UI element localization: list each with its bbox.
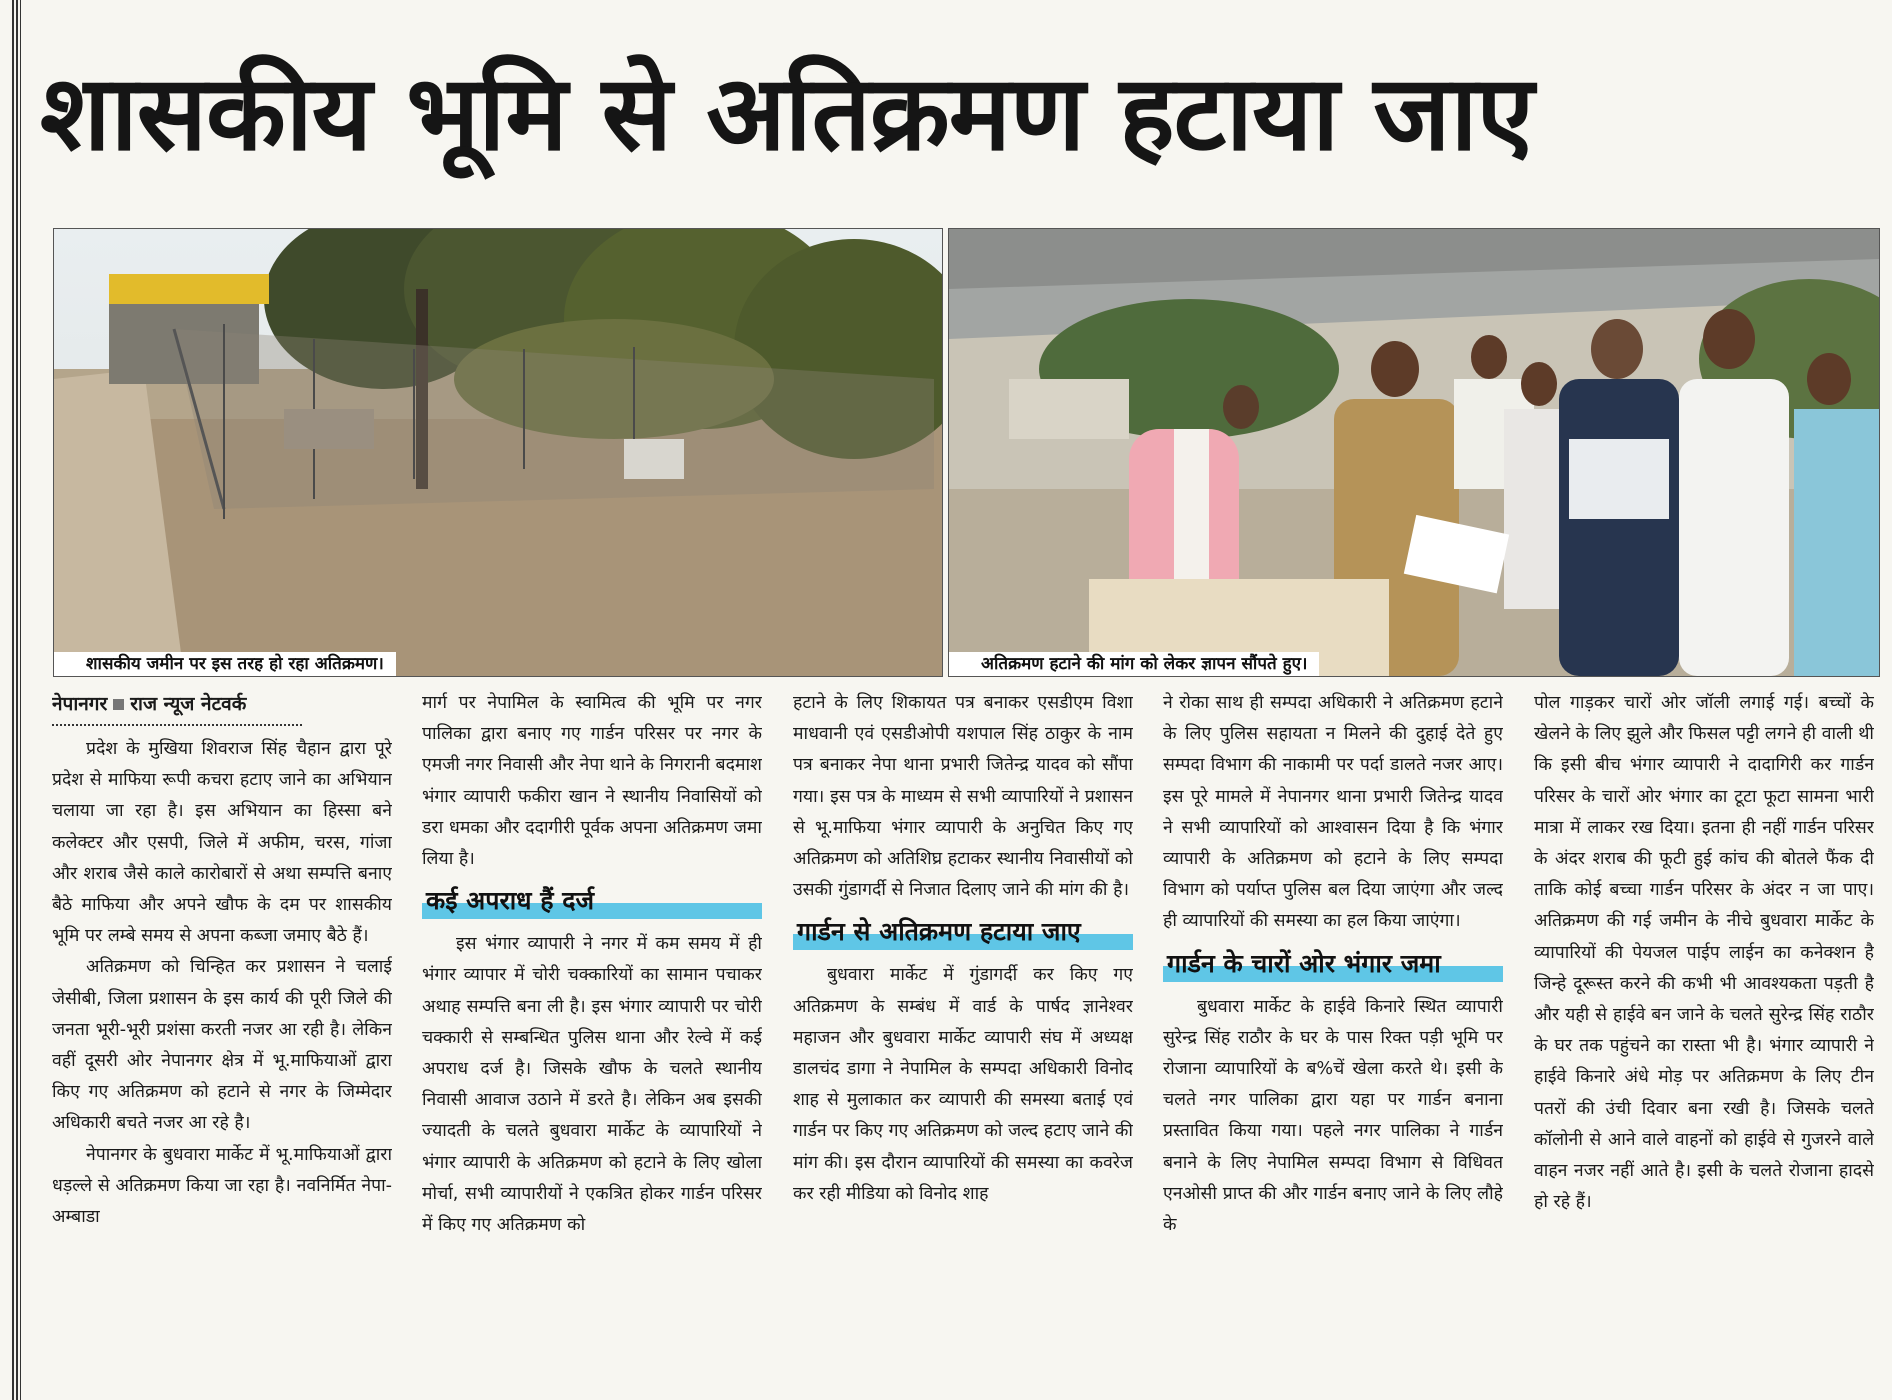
- article-column-1: [52, 688, 392, 1388]
- byline-place: नेपानगर: [52, 693, 108, 715]
- photo-caption-1: शासकीय जमीन पर इस तरह हो रहा अतिक्रमण।: [54, 652, 396, 676]
- square-bullet-icon: [113, 699, 124, 710]
- page-edge-rule: [12, 0, 21, 1400]
- paragraph: ने रोका साथ ही सम्पदा अधिकारी ने अतिक्रमण हटाने के लिए पुलिस सहायता न मिलने की दुहाई देते हुए सम्पदा विभाग की नाकामी पर पर्दा डालते नजर आए। इस पूरे मामले में नेपानगर थाना प्रभारी जितेन्द्र यादव ने सभी व्यापारियों को आश्वासन दिया है कि भंगार व्यापारी के अतिक्रमण को हटाने के लिए सम्पदा विभाग को पर्याप्त पुलिस बल दिया जाएंगा और जल्द ही व्यापारियों की समस्या का हल किया जाएंगा।: [1163, 693, 1503, 932]
- article-column-4: [1163, 688, 1503, 1388]
- article-column-5: [1534, 688, 1874, 1388]
- article-column-2: [422, 688, 762, 1388]
- photo-caption-2: अतिक्रमण हटाने की मांग को लेकर ज्ञापन सौंपते हुए।: [949, 652, 1319, 676]
- paragraph: अतिक्रमण को चिन्हित कर प्रशासन ने चलाई जेसीबी, जिला प्रशासन के इस कार्य की पूरी जिले की जनता भूरी-भूरी प्रशंसा करती नजर आ रही है। लेकिन वहीं दूसरी ओर नेपानगर क्षेत्र में भू.माफियाओं द्वारा किए गए अतिक्रमण को हटाने से नगर के जिम्मेदार अधिकारी बचते नजर आ रहे है।: [52, 957, 392, 1134]
- article-column-3: [793, 688, 1133, 1388]
- paragraph: हटाने के लिए शिकायत पत्र बनाकर एसडीएम विशा माधवानी एवं एसडीओपी यशपाल सिंह ठाकुर के नाम पत्र बनाकर नेपा थाना प्रभारी जितेन्द्र यादव को सौंपा गया। इस पत्र के माध्यम से सभी व्यापारियों ने प्रशासन से भू.माफिया भंगार व्यापारी के अनुचित किए गए अतिक्रमण को अतिशिघ्र हटाकर स्थानीय निवासीयों को उसकी गुंडागर्दी से निजात दिलाए जाने की मांग की है।: [793, 693, 1133, 901]
- photo-encroachment: [53, 228, 943, 677]
- encroachment-photo-icon: [54, 229, 942, 676]
- paragraph: मार्ग पर नेपामिल के स्वामित्व की भूमि पर नगर पालिका द्वारा बनाए गए गार्डन परिसर पर नगर के एमजी नगर निवासी और नेपा थाने के निगरानी बदमाश भंगार व्यापारी फकीरा खान ने स्थानीय निवासियों को डरा धमका और ददागीरी पूर्वक अपना अतिक्रमण जमा लिया है।: [422, 693, 762, 870]
- headline: शासकीय भूमि से अतिक्रमण हटाया जाए: [40, 52, 1534, 174]
- subheading-crimes: कई अपराध हैं दर्ज: [422, 883, 762, 919]
- memorandum-photo-icon: [949, 229, 1879, 676]
- paragraph: बुधवारा मार्केट के हाईवे किनारे स्थित व्यापारी सुरेन्द्र सिंह राठौर के घर के पास रिक्त पड़ी भूमि पर रोजाना व्यापारियों के ब%चें खेला करते थे। इसी के चलते नगर पालिका द्वारा यहा पर गार्डन बनाना प्रस्तावित किया गया। पहले नगर पालिका ने गार्डन बनाने के लिए नेपामिल सम्पदा विभाग से विधिवत एनओसी प्राप्त की और गार्डन बनाए जाने के लिए लौहे के: [1163, 996, 1503, 1236]
- paragraph: नेपानगर के बुधवारा मार्केट में भू.माफियाओं द्वारा धड़ल्ले से अतिक्रमण किया जा रहा है। नवनिर्मित नेपा-अम्बाडा: [52, 1144, 392, 1228]
- subheading-garden: गार्डन से अतिक्रमण हटाया जाए: [793, 914, 1133, 950]
- photo-memorandum: [948, 228, 1880, 677]
- byline-divider: [52, 724, 302, 726]
- byline: [52, 688, 392, 720]
- paragraph: पोल गाड़कर चारों ओर जॉली लगाई गई। बच्चों के खेलने के लिए झुले और फिसल पट्टी लगने ही वाली थी कि इसी बीच भंगार व्यापारी ने दादागिरी कर गार्डन परिसर के चारों ओर भंगार का टूटा फूटा सामना भारी मात्रा में लाकर रख दिया। इतना ही नहीं गार्डन परिसर के अंदर शराब की फूटी हुई कांच की बोतले फैंक दी ताकि कोई बच्चा गार्डन परिसर के अंदर न जा पाए। अतिक्रमण की गई जमीन के नीचे बुधवारा मार्केट के व्यापारियों की पेयजल पाईप लाईन का कनेक्शन है जिन्हे दूरूस्त करने की कभी भी आवश्यकता पड़ती है और यही से हाईवे बन जाने के चलते सुरेन्द्र सिंह राठौर के घर तक पहुंचने का रास्ता भी है। भंगार व्यापारी ने हाईवे किनारे अंधे मोड़ पर अतिक्रमण के लिए टीन पतरों की उंची दिवार बना रखी है। जिसके चलते कॉलोनी से आने वाले वाहनों को हाईवे से गुजरने वाले वाहन नजर नहीं आते है। इसी के चलते रोजाना हादसे हो रहे हैं।: [1534, 693, 1874, 1213]
- byline-source: राज न्यूज नेटवर्क: [130, 693, 247, 715]
- paragraph: प्रदेश के मुखिया शिवराज सिंह चैहान द्वारा पूरे प्रदेश से माफिया रूपी कचरा हटाए जाने का अभियान चलाया जा रहा है। इस अभियान का हिस्सा बने कलेक्टर और एसपी, जिले में अफीम, चरस, गांजा और शराब जैसे काले कारोबारों से अथा सम्पत्ति बनाए बैठे माफिया और अपने खौफ के दम पर शासकीय भूमि पर लम्बे समय से अपना कब्जा जमाए बैठे हैं।: [52, 739, 392, 947]
- paragraph: बुधवारा मार्केट में गुंडागर्दी कर किए गए अतिक्रमण के सम्बंध में वार्ड के पार्षद ज्ञानेश्वर महाजन और बुधवारा मार्केट व्यापारी संघ में अध्यक्ष डालचंद डागा ने नेपामिल के सम्पदा अधिकारी विनोद शाह से मुलाकात कर व्यापारी की समस्या बताई एवं गार्डन पर किए गए अतिक्रमण को जल्द हटाए जाने की मांग की। इस दौरान व्यापारियों की समस्या का कवरेज कर रही मीडिया को विनोद शाह: [793, 965, 1133, 1204]
- subheading-scrap: गार्डन के चारों ओर भंगार जमा: [1163, 946, 1503, 982]
- paragraph: इस भंगार व्यापारी ने नगर में कम समय में ही भंगार व्यापार में चोरी चक्कारियों का सामान पचाकर अथाह सम्पत्ति बना ली है। इस भंगार व्यापारी पर चोरी चक्कारी से सम्बन्धित पुलिस थाना और रेल्वे में कई अपराध दर्ज है। जिसके खौफ के चलते स्थानीय निवासी आवाज उठाने में डरते है। लेकिन अब इसकी ज्यादती के चलते बुधवारा मार्केट के व्यापारियों ने भंगार व्यापारी के अतिक्रमण को हटाने के लिए खोला मोर्चा, सभी व्यापारीयों ने एकत्रित होकर गार्डन परिसर में किए गए अतिक्रमण को: [422, 934, 762, 1236]
